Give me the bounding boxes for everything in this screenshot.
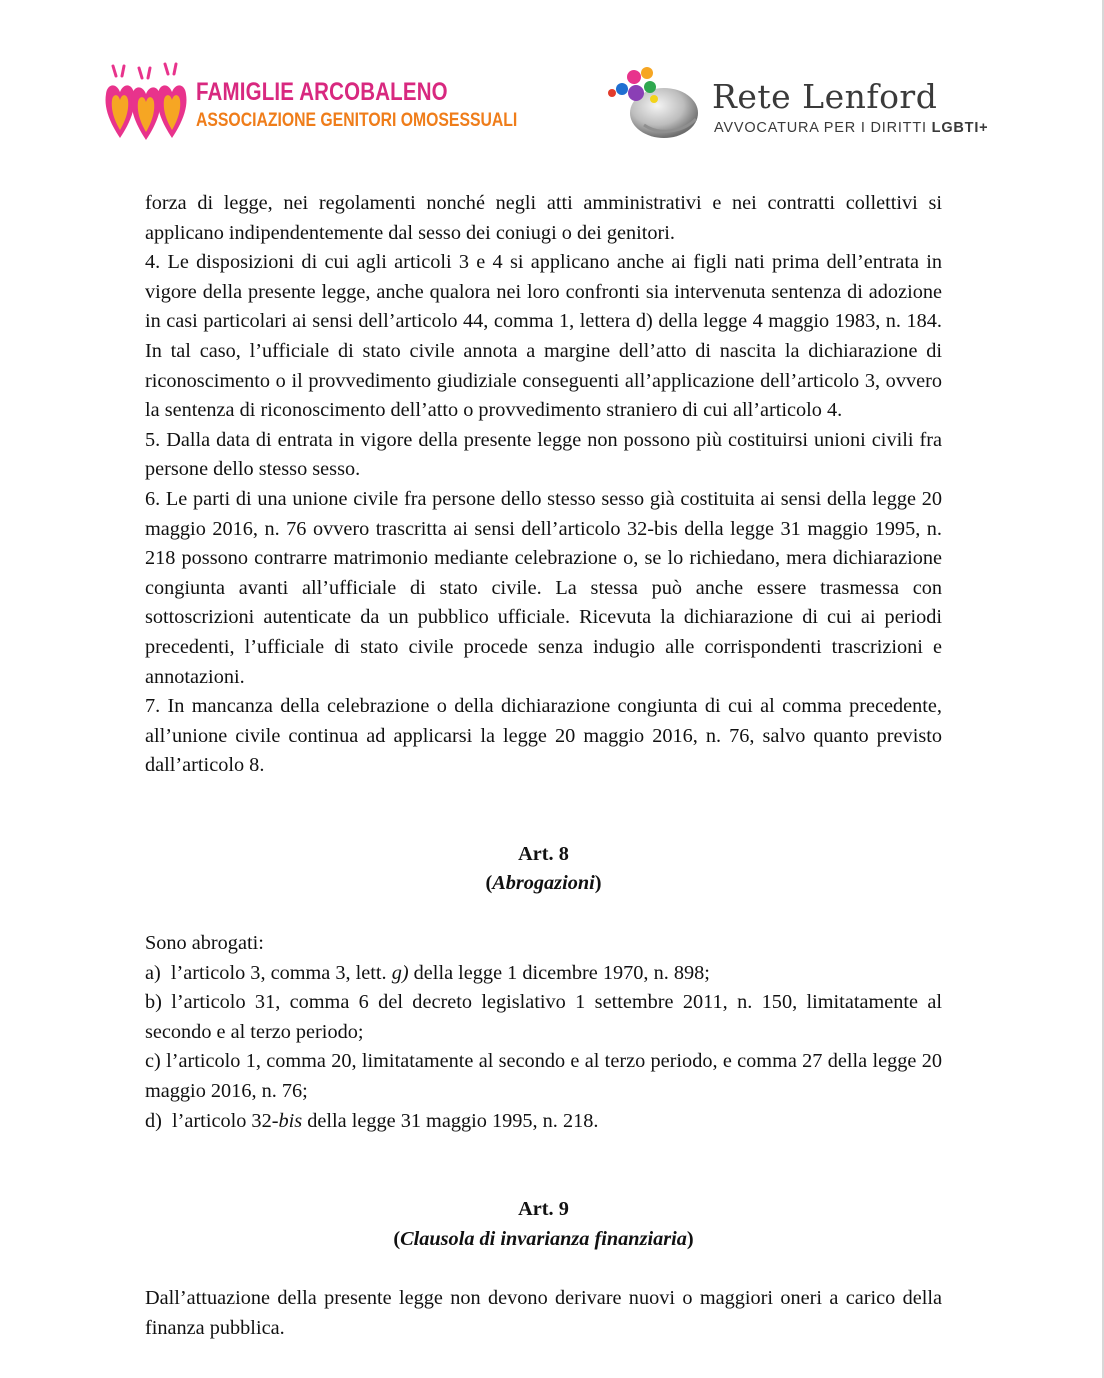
- spacer: [145, 1136, 942, 1195]
- art-8-item-d: [145, 1107, 942, 1137]
- spacer: [145, 1254, 942, 1284]
- paragraph-6: 6. Le parti di una unione civile fra persone dello stesso sesso già costituita ai sensi della legge 20 maggio 2016, n. 76 ovvero trascritta ai sensi dell’articolo 32-bis della legge 31 maggio 1995, n. 218 possono contrarre matrimonio mediante celebrazione o, se lo richiedano, mera dichiarazione congiunta avanti all’ufficiale di stato civile. La stessa può anche essere trasmessa con sottoscrizioni autenticate da un pubblico ufficiale. Ricevuta la dichiarazione di cui ai periodi precedenti, l’ufficiale di stato civile procede senza indugio alle corrispondenti trascrizioni e annotazioni.: [145, 487, 942, 688]
- paragraph-7: 7. In mancanza della celebrazione o della dichiarazione congiunta di cui al comma precedente, all’unione civile continua ad applicarsi la legge 20 maggio 2016, n. 76, salvo quanto previsto dall’articolo 8.: [145, 695, 942, 777]
- art-8-subtitle-open: (: [485, 872, 493, 895]
- famiglie-arcobaleno-subtitle: ASSOCIAZIONE GENITORI OMOSESSUALI: [196, 110, 518, 131]
- rete-lenford-title: Rete Lenford: [712, 77, 938, 116]
- hearts-logo-icon: [104, 60, 188, 142]
- art-9-subtitle-text: Clausola di invarianza finanziaria: [400, 1227, 687, 1250]
- art-8-item-d-text: d) l’articolo 32-: [145, 1109, 279, 1132]
- art-8-item-d-end: della legge 31 maggio 1995, n. 218.: [302, 1109, 599, 1132]
- art-9-subtitle: [145, 1225, 942, 1255]
- art-8-item-a-end: della legge 1 dicembre 1970, n. 898;: [408, 961, 710, 984]
- art-8-item-c: c) l’articolo 1, comma 20, limitatamente al secondo e al terzo periodo, e comma 27 della legge 20 maggio 2016, n. 76;: [145, 1050, 942, 1103]
- art-8-item-a: [145, 959, 942, 989]
- paragraph-4: 4. Le disposizioni di cui agli articoli 3 e 4 si applicano anche ai figli nati prima dell’entrata in vigore della presente legge, anche qualora nei loro confronti sia intervenuta sentenza di adozione in casi particolari ai sensi dell’articolo 44, comma 1, lettera d) della legge 4 maggio 1983, n. 184. In tal caso, l’ufficiale di stato civile annota a margine dell’atto di nascita la dichiarazione di riconoscimento o il provvedimento giudiziale conseguenti all’applicazione dell’articolo 3, ovvero la sentenza di riconoscimento dell’atto o provvedimento straniero di cui all’articolo 4.: [145, 251, 942, 422]
- art-9-subtitle-close: ): [686, 1227, 694, 1250]
- art-8-item-a-text: a) l’articolo 3, comma 3, lett.: [145, 961, 392, 984]
- spacer: [145, 899, 942, 929]
- spacer: [145, 781, 942, 840]
- art-8-intro: Sono abrogati:: [145, 932, 264, 955]
- rete-lenford-logo: [604, 63, 989, 143]
- art-9-heading: Art. 9: [518, 1198, 569, 1221]
- art-8-heading: Art. 8: [518, 842, 569, 865]
- art-9-text: Dall’attuazione della presente legge non devono derivare nuovi o maggiori oneri a carico della finanza pubblica.: [145, 1287, 942, 1339]
- rete-lenford-globe-icon: [604, 63, 704, 143]
- paragraph-intro: forza di legge, nei regolamenti nonché negli atti amministrativi e nei contratti collettivi si applicano indipendentemente dal sesso dei coniugi o dei genitori.: [145, 192, 942, 244]
- page-header: [0, 55, 1104, 145]
- art-8-item-d-italic: bis: [278, 1109, 303, 1132]
- art-8-subtitle-text: Abrogazioni: [492, 872, 595, 895]
- art-8-subtitle-close: ): [594, 872, 602, 895]
- rete-lenford-subtitle-text: AVVOCATURA PER I DIRITTI: [714, 120, 932, 136]
- famiglie-arcobaleno-logo: [104, 60, 518, 140]
- art-8-item-a-italic: g): [391, 961, 409, 984]
- art-8-item-b: b) l’articolo 31, comma 6 del decreto legislativo 1 settembre 2011, n. 150, limitatamente al secondo e al terzo periodo;: [145, 991, 942, 1043]
- rete-lenford-subtitle: [714, 120, 988, 136]
- famiglie-arcobaleno-title: FAMIGLIE ARCOBALENO: [196, 78, 448, 106]
- paragraph-5: 5. Dalla data di entrata in vigore della presente legge non possono più costituirsi unioni civili fra persone dello stesso sesso.: [145, 428, 942, 481]
- document-body: [145, 189, 942, 1344]
- rete-lenford-subtitle-bold: LGBTI+: [931, 120, 989, 136]
- art-9-subtitle-open: (: [393, 1227, 401, 1250]
- art-8-subtitle: [145, 869, 942, 899]
